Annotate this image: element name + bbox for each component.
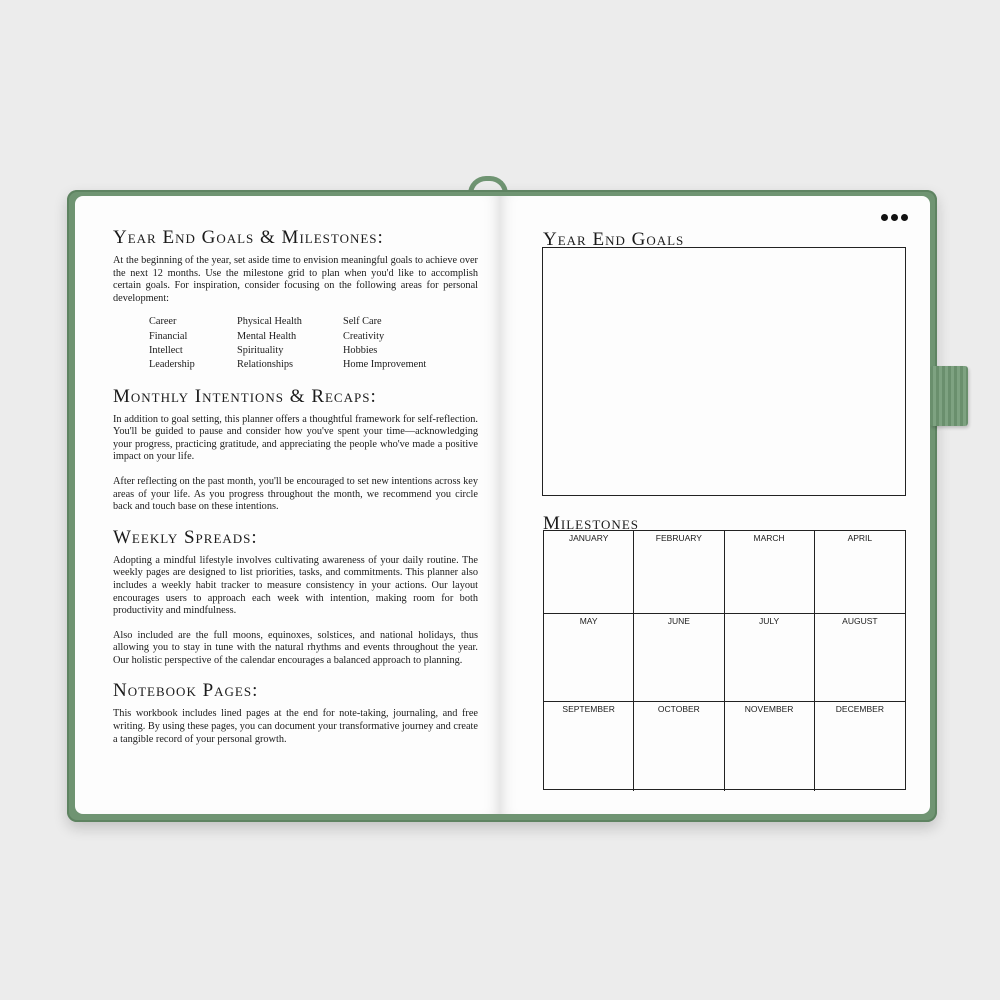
life-area-item: Hobbies	[343, 344, 378, 356]
month-cell-august: AUGUST	[815, 614, 905, 702]
milestones-title: Milestones	[543, 513, 639, 534]
life-area-item: Financial	[149, 330, 188, 342]
life-area-item: Leadership	[149, 359, 195, 371]
milestones-grid	[543, 530, 906, 790]
life-area-item: Mental Health	[237, 330, 297, 342]
more-options-icon	[881, 214, 908, 221]
life-area-item: Career	[149, 316, 177, 328]
dot	[881, 214, 888, 221]
section-notebook-pages	[113, 681, 478, 746]
month-cell-december: DECEMBER	[835, 704, 884, 714]
month-cell-april: APRIL	[815, 531, 905, 614]
month-cell-february: FEBRUARY	[634, 531, 724, 614]
section-year-end-goals	[113, 228, 478, 373]
section-paragraph: In addition to goal setting, this planner offers a thoughtful framework for self-reflection. You'll be guided to pause and consider how you've spent your time—acknowledging your progress, practicing gratitude, and appreciating the people who've made a positive impact on your life.	[113, 413, 478, 463]
life-area-item: Physical Health	[237, 316, 302, 328]
section-heading: Monthly Intentions & Recaps:	[113, 385, 377, 407]
year-end-goals-box	[542, 247, 906, 496]
elastic-closure-band	[930, 366, 968, 426]
section-heading: Year End Goals & Milestones:	[113, 227, 384, 248]
life-area-item: Home Improvement	[343, 359, 427, 371]
right-page	[500, 196, 930, 814]
life-areas-list	[149, 315, 478, 372]
section-paragraph: Also included are the full moons, equinoxes, solstices, and national holidays, thus allowing you to stay in tune with the natural rhythms and events throughout the year. Our holistic perspective of the calendar encourages a balanced approach to planning.	[113, 629, 478, 666]
month-cell-october: OCTOBER	[634, 702, 724, 791]
year-end-goals-title: Year End Goals	[543, 229, 685, 250]
month-cell-june: JUNE	[634, 614, 724, 702]
life-area-item: Self Care	[343, 316, 382, 328]
dot	[901, 214, 908, 221]
life-area-item: Intellect	[149, 344, 183, 356]
section-monthly-intentions	[113, 387, 478, 514]
life-area-item: Spirituality	[237, 344, 284, 356]
month-cell-september: SEPTEMBER	[544, 702, 634, 791]
section-weekly-spreads	[113, 528, 478, 668]
section-paragraph: This workbook includes lined pages at the end for note-taking, journaling, and free writing. By using these pages, you can document your transformative journey and create a tangible record of your personal growth.	[113, 708, 478, 745]
section-heading: Weekly Spreads:	[113, 526, 258, 548]
month-cell-march: MARCH	[725, 531, 815, 614]
dot	[891, 214, 898, 221]
section-paragraph: After reflecting on the past month, you'll be encouraged to set new intentions across key areas of your life. As you progress throughout the month, we recommend you circle back and touch base on these intentions.	[113, 475, 478, 513]
life-area-item: Relationships	[237, 359, 294, 371]
month-cell-january: JANUARY	[544, 531, 634, 614]
month-cell-may: MAY	[544, 614, 634, 702]
month-cell-november: NOVEMBER	[725, 702, 815, 791]
life-area-item: Creativity	[343, 330, 385, 342]
section-paragraph: Adopting a mindful lifestyle involves cultivating awareness of your daily routine. The weekly pages are designed to list priorities, tasks, and commitments. This planner also includes a weekly habit tracker to measure consistency in your actions. Our layout encourages users to approach each week with intention, making room for both productivity and mindfulness.	[113, 554, 478, 617]
section-heading: Notebook Pages:	[113, 680, 259, 702]
month-cell-july: JULY	[725, 614, 815, 702]
left-page	[75, 196, 500, 814]
section-paragraph: At the beginning of the year, set aside time to envision meaningful goals to achieve over the next 12 months. Use the milestone grid to plan when you'd like to accomplish certain goals. For inspiration, consider focusing on the following areas for personal development:	[113, 255, 478, 304]
